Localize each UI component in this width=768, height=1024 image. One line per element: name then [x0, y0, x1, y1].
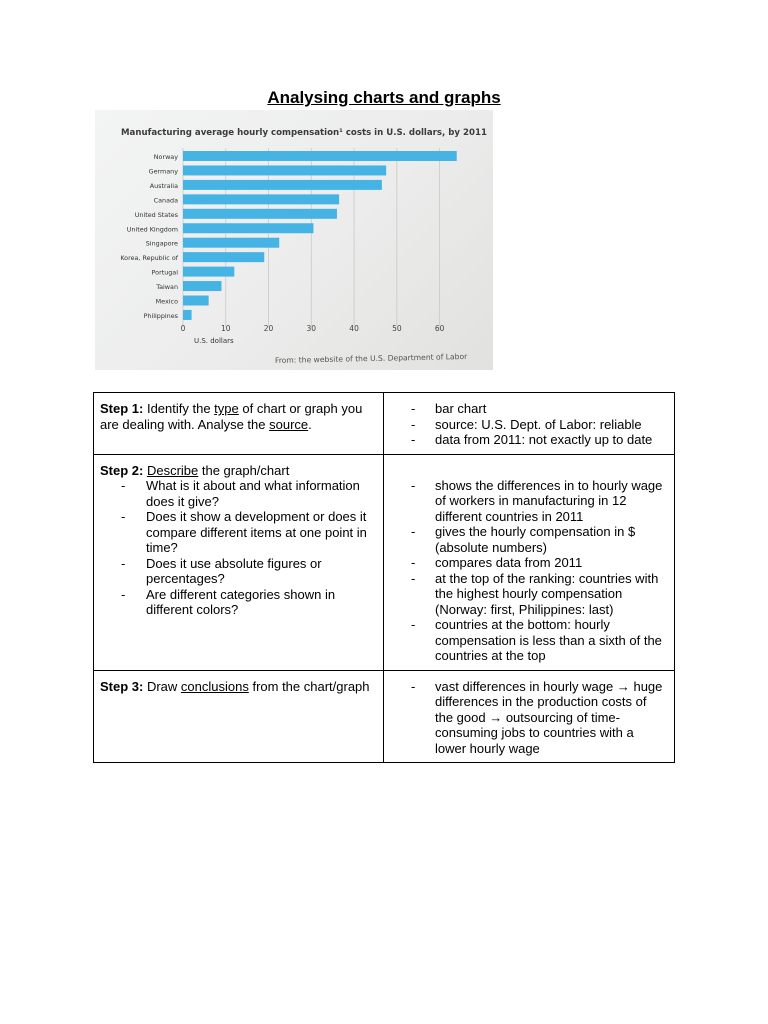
bar — [183, 165, 386, 175]
y-category-label: Portugal — [151, 268, 178, 277]
x-tick-label: 50 — [392, 324, 402, 333]
y-category-label: United States — [134, 210, 178, 219]
chart-source: From: the website of the U.S. Department of Labor — [274, 351, 468, 365]
step-1-text-2: of chart or graph you are dealing with. Analyse the — [100, 401, 363, 432]
step-3-text-2: from the chart/graph — [248, 678, 370, 694]
step-2-label: Step 2: — [100, 462, 144, 478]
bar — [183, 238, 279, 248]
table-row-step-2 — [94, 454, 675, 670]
list-item: - data from 2011: not exactly up to date — [390, 432, 668, 448]
step-3-text: Draw — [143, 678, 181, 694]
step-1-label: Step 1: — [100, 401, 144, 416]
step-1-text-3: . — [308, 416, 312, 432]
bar-chart — [95, 110, 493, 370]
bar — [183, 252, 264, 262]
x-tick-label: 30 — [306, 324, 317, 333]
bar — [183, 180, 382, 190]
y-category-label: United Kingdom — [126, 225, 178, 234]
document-title: Analysing charts and graphs — [267, 88, 501, 107]
table-row-step-1 — [94, 393, 675, 455]
y-category-label: Canada — [153, 196, 178, 205]
bar — [183, 310, 192, 320]
table-row-step-3 — [94, 670, 675, 763]
list-item: - Are different categories shown in different colors? — [100, 587, 377, 618]
y-category-label: Korea, Republic of — [120, 254, 178, 263]
bar — [183, 151, 457, 161]
x-tick-label: 40 — [349, 324, 359, 333]
chart-title: Manufacturing average hourly compensation¹ costs in U.S. dollars, by 2011 — [121, 128, 487, 138]
list-item: - gives the hourly compensation in $ (absolute numbers) — [390, 524, 668, 555]
x-tick-label: 20 — [263, 324, 274, 333]
step-1-answers — [384, 393, 675, 455]
list-item: - source: U.S. Dept. of Labor: reliable — [390, 417, 668, 433]
chart-photo — [95, 110, 493, 370]
bar — [183, 267, 234, 277]
list-item: - at the top of the ranking: countries with the highest hourly compensation (Norway: first, Philippines: last) — [390, 571, 668, 618]
step-3-answers — [384, 670, 675, 763]
step-1-text: Identify the — [143, 401, 215, 416]
step-1-instructions — [94, 393, 384, 455]
bar — [183, 281, 221, 291]
y-category-label: Philippines — [143, 311, 178, 320]
step-2-answers — [384, 454, 675, 670]
step-2-keyword-describe: Describe — [146, 462, 199, 478]
x-axis-label: U.S. dollars — [194, 337, 234, 345]
x-tick-label: 0 — [180, 324, 186, 333]
step-2-text-2: the graph/chart — [198, 462, 290, 478]
y-category-label: Norway — [153, 153, 178, 161]
list-item: - shows the differences in to hourly wage of workers in manufacturing in 12 different countries in 2011 — [390, 478, 668, 525]
step-2-instructions — [94, 454, 384, 670]
y-category-label: Singapore — [145, 239, 178, 248]
bar — [183, 194, 339, 204]
step-3-instructions — [94, 670, 384, 763]
x-tick-label: 60 — [434, 324, 445, 333]
list-item: - bar chart — [390, 401, 668, 417]
list-item: - vast differences in hourly wage → huge differences in the production costs of the good → outsourcing of time-consuming jobs to countries with a lower hourly wage — [390, 679, 668, 757]
step-3-label: Step 3: — [100, 678, 144, 694]
list-item: - countries at the bottom: hourly compensation is less than a sixth of the countries at the top — [390, 617, 668, 664]
step-3-keyword-conclusions: conclusions — [180, 678, 249, 694]
list-item: - What is it about and what information does it give? — [100, 478, 377, 509]
list-item: - Does it use absolute figures or percentages? — [100, 556, 377, 587]
bar — [183, 296, 209, 306]
list-item: - Does it show a development or does it compare different items at one point in time? — [100, 509, 377, 556]
list-item: - compares data from 2011 — [390, 555, 668, 571]
y-category-label: Germany — [148, 167, 178, 176]
x-tick-label: 10 — [220, 324, 231, 333]
y-category-label: Australia — [149, 181, 178, 190]
step-1-keyword-type: type — [214, 401, 239, 416]
steps-table — [93, 392, 675, 763]
y-category-label: Taiwan — [156, 283, 178, 292]
y-category-label: Mexico — [155, 297, 178, 306]
bar — [183, 209, 337, 219]
step-1-keyword-source: source — [269, 416, 309, 432]
bar — [183, 223, 313, 233]
